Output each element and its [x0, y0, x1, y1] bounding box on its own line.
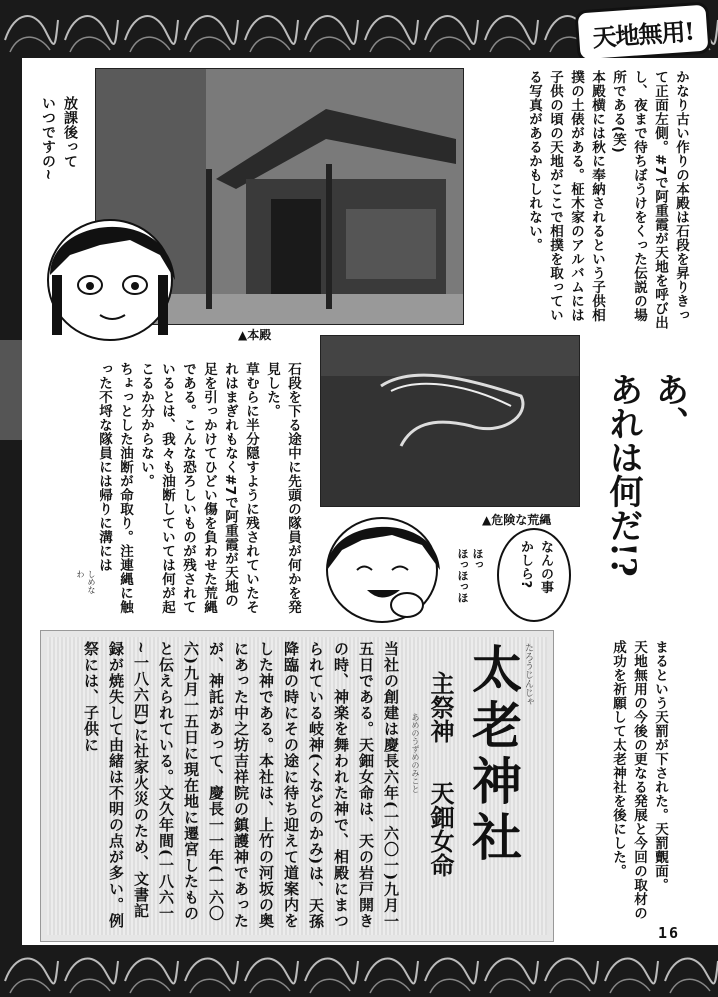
character-ayeka-laughing	[312, 505, 452, 625]
ruby-shimenawa: しめなわ	[76, 570, 96, 594]
shrine-plaque	[40, 630, 554, 942]
text-block-aranawa	[73, 362, 303, 620]
caption-aranawa: ▲危険な荒縄	[482, 513, 552, 527]
caption-honden: ▲本殿	[238, 328, 272, 342]
page-number: 16	[658, 924, 681, 942]
aranawa-photo	[320, 335, 580, 507]
paragraph-aranawa: 草むらに半分隠すように残されていたそれはまぎれもなく#7で阿重霞が天地の足を引っかけてひどい傷を負わせた荒縄である。こんな恐ろしいものが残されているとは、我々も油断していては何が起こるか分からない。	[138, 362, 259, 614]
text-block-honden	[476, 70, 691, 330]
speech-houkago: 放課後って いつですの~	[40, 96, 78, 181]
headline	[592, 372, 692, 612]
paragraph-yudan: ちょっとした油断が命取り。注連縄に触った不埒な隊員には帰りに溝には	[96, 362, 133, 614]
headline-line2: あれは何だ!?	[603, 372, 643, 577]
tenchi-muyo-logo: 天地無用!	[574, 1, 711, 58]
character-ayeka-crying	[30, 195, 180, 345]
paragraph-tenbatsu: まるという天罰が下された。天罰覿面。	[652, 640, 668, 892]
paragraph-kigan: 天地無用の今後の更なる発展と今回の取材の成功を祈願して太老神社を後にした。	[610, 640, 647, 920]
bottom-decorative-band	[0, 945, 718, 997]
plaque-shusaishin-label: 主祭神	[426, 671, 455, 743]
top-decorative-band	[0, 0, 718, 58]
paragraph-dohyo: 本殿横には秋に奉納されるという子供相撲の土俵がある。柾木家のアルバムには子供の頃の天地がここで相撲を取っている写真があるかもしれない。	[526, 70, 605, 322]
left-edge-bar-light	[0, 340, 22, 440]
plaque-title: 太老神社	[464, 643, 523, 867]
speech-hoho: ほっ ほっほっほ	[456, 548, 484, 603]
text-block-closing	[560, 640, 670, 925]
band-pattern-bottom	[0, 945, 718, 997]
headline-line1: あ、	[649, 372, 689, 440]
aranawa-illustration	[321, 336, 579, 506]
paragraph-discovery: 石段を下る途中に先頭の隊員が何かを発見した。	[264, 362, 301, 614]
plaque-title-ruby: たろうじんじゃ	[523, 643, 533, 706]
speech-nanno: なんの事 かしら?	[518, 540, 553, 594]
plaque-shusaishin: 天鈿女命	[426, 781, 455, 877]
paragraph-honden-intro: かなり古い作りの本殿は石段を昇りきって正面左側。#7で阿重霞が天地を呼び出し、夜まで待ちぼうけをくった伝説の場所である(笑)	[610, 70, 689, 330]
plaque-text: 当社の創建は慶長六年(一六〇一)九月一五日である。天鈿女命は、天の岩戸開きの時、神楽を舞われた神で、相殿にまつられている岐神(くなどのかみ)は、天孫降臨の時にその途に待ち迎えて道案内をした神である。本社は、上竹の河坂の奥にあった中之坊吉祥院の鎮護神であったが、神託があって、慶長一一年(一六〇六)九月一五日に現在地に遷宮したものと伝えられている。文久年間(一八六一~一八六四)に社家火災のため、文書記録が焼失して由緒は不明の点が多い。例祭には、子供に	[82, 641, 400, 930]
speech-bubble-nanno	[497, 528, 571, 622]
plaque-shusaishin-ruby: あめのうずめのみこと	[411, 713, 420, 793]
left-edge-bar	[0, 58, 22, 945]
